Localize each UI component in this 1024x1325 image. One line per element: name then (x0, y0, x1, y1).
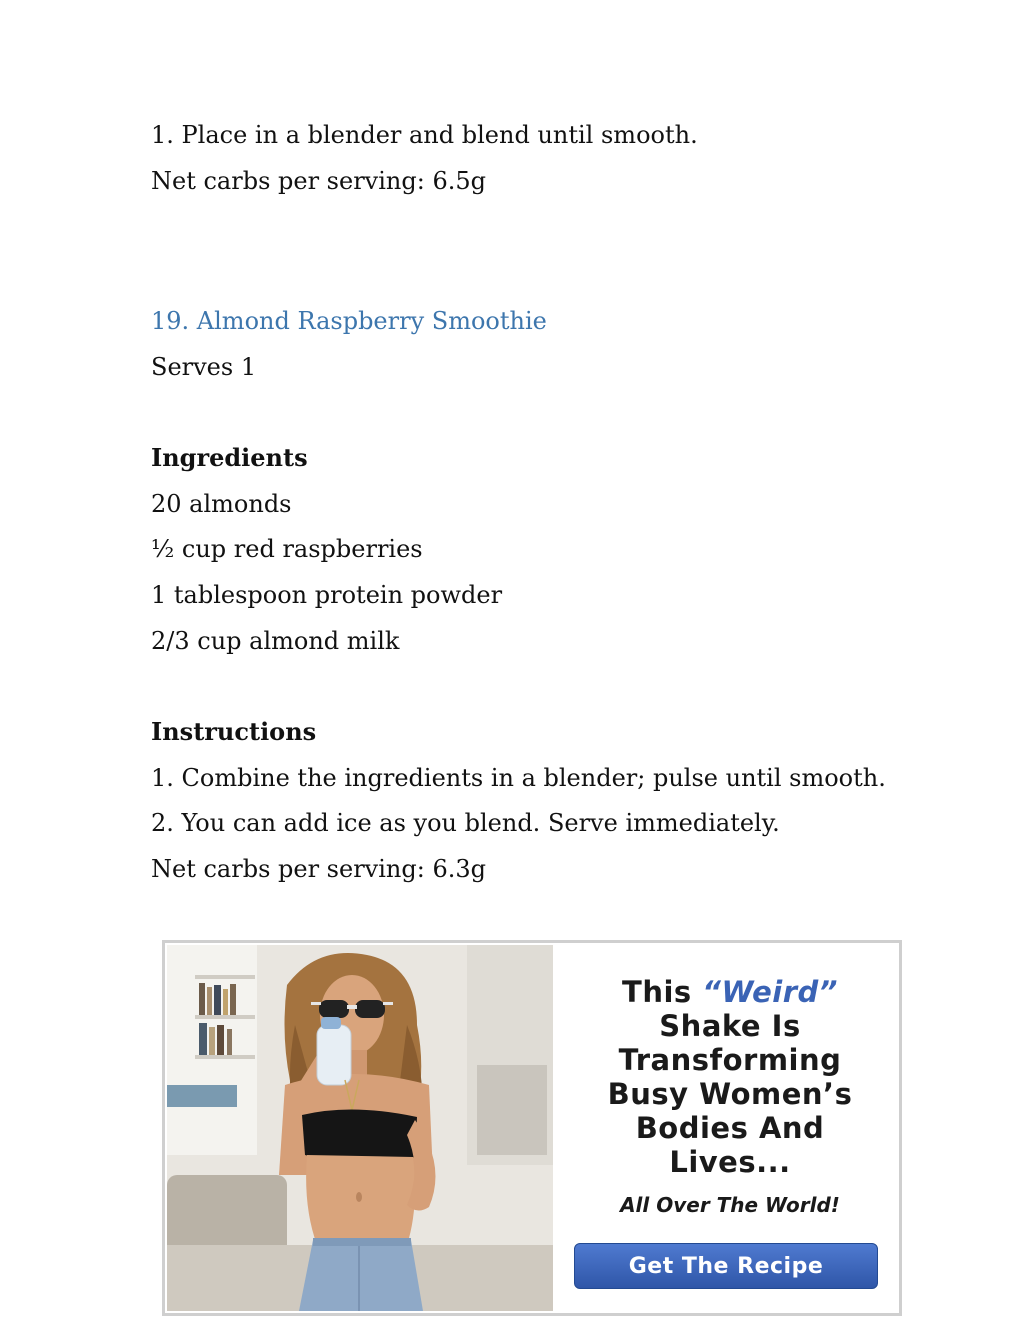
instructions-heading: Instructions (151, 717, 317, 746)
ad-headline-line[interactable]: Shake Is (659, 1009, 801, 1043)
ingredient-item: 1 tablespoon protein powder (151, 581, 503, 609)
recipe-net-carbs: Net carbs per serving: 6.3g (151, 855, 486, 883)
recipe-serves: Serves 1 (151, 353, 257, 381)
ad-headline-line[interactable]: Transforming (618, 1043, 842, 1077)
previous-instruction-step: 1. Place in a blender and blend until smooth. (151, 121, 698, 149)
instruction-step: 2. You can add ice as you blend. Serve immediately. (151, 809, 780, 837)
ad-subline[interactable]: All Over The World! (620, 1193, 840, 1217)
ad-photo-woman-drinking-shake[interactable] (167, 945, 553, 1311)
get-the-recipe-button[interactable]: Get The Recipe (574, 1243, 878, 1289)
previous-net-carbs: Net carbs per serving: 6.5g (151, 167, 486, 195)
ad-banner[interactable] (162, 940, 902, 1316)
instruction-step: 1. Combine the ingredients in a blender; pulse until smooth. (151, 764, 886, 792)
ingredient-item: 20 almonds (151, 490, 292, 518)
ingredients-heading: Ingredients (151, 443, 308, 472)
ingredient-item: ½ cup red raspberries (151, 535, 423, 563)
recipe-title: 19. Almond Raspberry Smoothie (151, 307, 547, 335)
ad-headline-weird[interactable]: “Weird” (702, 975, 838, 1009)
ad-headline-line[interactable]: Busy Women’s (607, 1077, 853, 1111)
ad-headline-this[interactable]: This (622, 975, 692, 1009)
ingredient-item: 2/3 cup almond milk (151, 627, 400, 655)
ad-headline[interactable] (560, 975, 900, 1179)
ad-headline-line[interactable]: Lives... (669, 1145, 791, 1179)
ad-copy[interactable] (560, 943, 900, 1313)
ad-headline-line[interactable]: Bodies And (635, 1111, 825, 1145)
